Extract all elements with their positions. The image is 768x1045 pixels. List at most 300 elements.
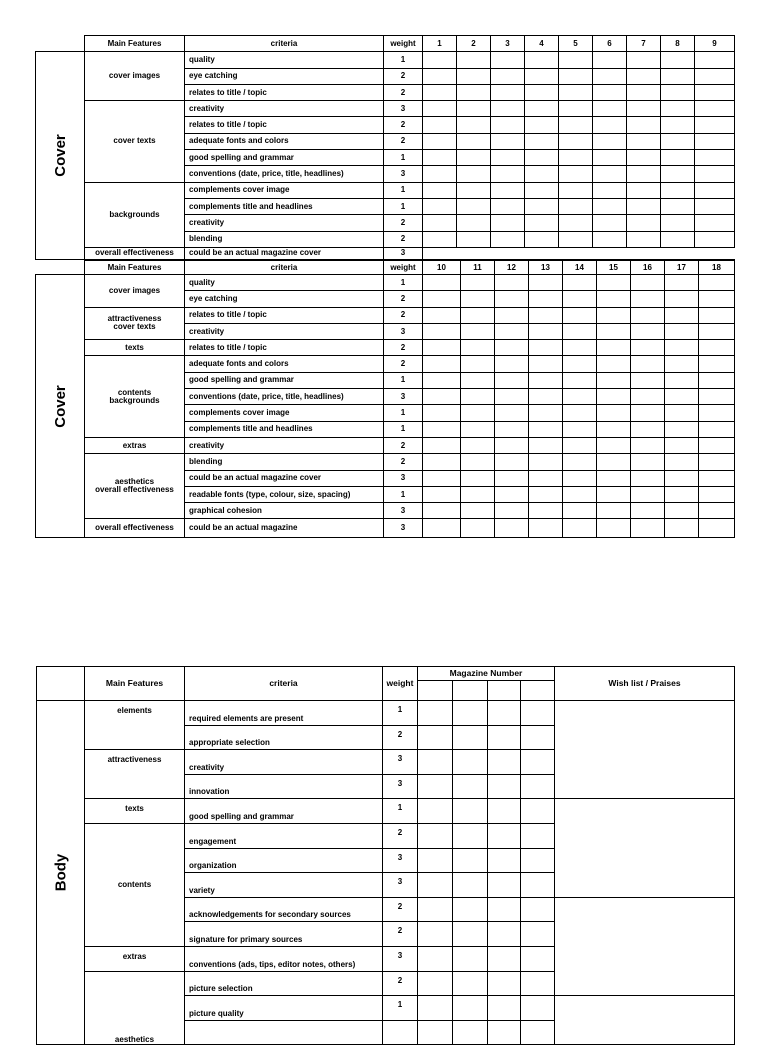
- score-cell[interactable]: [593, 231, 627, 247]
- score-cell[interactable]: [453, 873, 488, 898]
- score-cell[interactable]: [457, 215, 491, 231]
- score-cell[interactable]: [423, 198, 457, 214]
- score-cell[interactable]: [423, 291, 461, 307]
- score-cell[interactable]: [423, 275, 461, 291]
- score-cell[interactable]: [593, 68, 627, 84]
- score-cell[interactable]: [627, 150, 661, 166]
- score-cell[interactable]: [699, 291, 735, 307]
- score-cell[interactable]: [597, 503, 631, 519]
- score-cell[interactable]: [631, 291, 665, 307]
- score-cell[interactable]: [695, 231, 735, 247]
- score-cell[interactable]: [597, 437, 631, 453]
- score-cell[interactable]: [695, 101, 735, 117]
- score-cell[interactable]: [631, 454, 665, 470]
- score-cell[interactable]: [457, 231, 491, 247]
- score-cell[interactable]: [695, 166, 735, 182]
- score-cell[interactable]: [593, 84, 627, 100]
- score-cell[interactable]: [525, 101, 559, 117]
- score-cell[interactable]: [491, 182, 525, 198]
- score-cell[interactable]: [525, 52, 559, 68]
- score-cell[interactable]: [461, 275, 495, 291]
- score-cell[interactable]: [418, 922, 453, 947]
- score-cell[interactable]: [423, 68, 457, 84]
- score-cell[interactable]: [453, 971, 488, 996]
- score-cell[interactable]: [457, 133, 491, 149]
- score-cell[interactable]: [529, 519, 563, 538]
- score-cell[interactable]: [661, 101, 695, 117]
- score-cell[interactable]: [695, 215, 735, 231]
- score-cell[interactable]: [627, 182, 661, 198]
- score-cell[interactable]: [418, 848, 453, 873]
- score-cell[interactable]: [665, 307, 699, 323]
- score-cell[interactable]: [457, 198, 491, 214]
- score-cell[interactable]: [699, 323, 735, 339]
- score-cell[interactable]: [563, 519, 597, 538]
- score-cell[interactable]: [423, 182, 457, 198]
- score-cell[interactable]: [593, 133, 627, 149]
- score-cell[interactable]: [461, 307, 495, 323]
- score-cell[interactable]: [418, 725, 453, 750]
- score-cell[interactable]: [529, 454, 563, 470]
- score-cell[interactable]: [418, 750, 453, 775]
- score-cell[interactable]: [665, 323, 699, 339]
- score-cell[interactable]: [661, 182, 695, 198]
- score-cell[interactable]: [529, 307, 563, 323]
- score-cell[interactable]: [661, 84, 695, 100]
- score-cell[interactable]: [488, 873, 521, 898]
- score-cell[interactable]: [597, 323, 631, 339]
- score-cell[interactable]: [559, 52, 593, 68]
- score-cell[interactable]: [529, 323, 563, 339]
- score-cell[interactable]: [563, 275, 597, 291]
- score-cell[interactable]: [665, 275, 699, 291]
- score-cell[interactable]: [695, 68, 735, 84]
- score-cell[interactable]: [423, 405, 461, 421]
- score-cell[interactable]: [488, 971, 521, 996]
- score-cell[interactable]: [423, 52, 457, 68]
- score-cell[interactable]: [597, 405, 631, 421]
- score-cell[interactable]: [521, 971, 555, 996]
- score-cell[interactable]: [495, 486, 529, 502]
- score-cell[interactable]: [525, 117, 559, 133]
- score-cell[interactable]: [563, 356, 597, 372]
- score-cell[interactable]: [593, 166, 627, 182]
- score-cell[interactable]: [525, 215, 559, 231]
- score-cell[interactable]: [695, 133, 735, 149]
- score-cell[interactable]: [631, 275, 665, 291]
- score-cell[interactable]: [423, 323, 461, 339]
- score-cell[interactable]: [563, 307, 597, 323]
- score-cell[interactable]: [423, 231, 457, 247]
- score-cell[interactable]: [597, 372, 631, 388]
- score-cell[interactable]: [597, 454, 631, 470]
- score-cell[interactable]: [631, 340, 665, 356]
- score-cell[interactable]: [461, 405, 495, 421]
- magazine-number-cell[interactable]: [418, 681, 453, 701]
- score-cell[interactable]: [627, 215, 661, 231]
- score-cell[interactable]: [631, 405, 665, 421]
- score-cell[interactable]: [418, 701, 453, 726]
- score-cell[interactable]: [661, 68, 695, 84]
- score-cell[interactable]: [563, 486, 597, 502]
- score-cell[interactable]: [529, 291, 563, 307]
- score-cell[interactable]: [529, 503, 563, 519]
- score-cell[interactable]: [457, 84, 491, 100]
- score-cell[interactable]: [423, 340, 461, 356]
- score-cell[interactable]: [461, 437, 495, 453]
- score-cell[interactable]: [699, 470, 735, 486]
- score-cell[interactable]: [665, 291, 699, 307]
- score-cell[interactable]: [488, 725, 521, 750]
- score-cell[interactable]: [529, 421, 563, 437]
- score-cell[interactable]: [699, 454, 735, 470]
- score-cell[interactable]: [661, 215, 695, 231]
- score-cell[interactable]: [495, 503, 529, 519]
- magazine-number-cell[interactable]: [488, 681, 521, 701]
- score-cell[interactable]: [631, 372, 665, 388]
- score-cell[interactable]: [457, 150, 491, 166]
- score-cell[interactable]: [495, 307, 529, 323]
- score-cell[interactable]: [699, 340, 735, 356]
- score-cell[interactable]: [563, 454, 597, 470]
- score-cell[interactable]: [418, 971, 453, 996]
- score-cell[interactable]: [529, 275, 563, 291]
- score-cell[interactable]: [491, 52, 525, 68]
- score-cell[interactable]: [453, 922, 488, 947]
- score-cell[interactable]: [563, 503, 597, 519]
- score-cell[interactable]: [661, 150, 695, 166]
- score-cell[interactable]: [665, 356, 699, 372]
- wish-list-cell[interactable]: [555, 701, 735, 799]
- score-cell[interactable]: [559, 150, 593, 166]
- score-cell[interactable]: [695, 52, 735, 68]
- score-cell[interactable]: [593, 215, 627, 231]
- score-cell[interactable]: [559, 215, 593, 231]
- score-cell[interactable]: [563, 340, 597, 356]
- score-cell[interactable]: [457, 166, 491, 182]
- score-cell[interactable]: [695, 84, 735, 100]
- score-cell[interactable]: [491, 198, 525, 214]
- score-cell[interactable]: [461, 389, 495, 405]
- score-cell[interactable]: [631, 486, 665, 502]
- score-cell[interactable]: [525, 198, 559, 214]
- score-cell[interactable]: [627, 52, 661, 68]
- score-cell[interactable]: [423, 166, 457, 182]
- score-cell[interactable]: [597, 340, 631, 356]
- score-cell[interactable]: [525, 84, 559, 100]
- score-cell[interactable]: [559, 68, 593, 84]
- score-cell[interactable]: [665, 437, 699, 453]
- score-cell[interactable]: [597, 470, 631, 486]
- score-cell[interactable]: [418, 897, 453, 922]
- score-cell[interactable]: [665, 340, 699, 356]
- score-cell[interactable]: [488, 750, 521, 775]
- score-cell[interactable]: [597, 519, 631, 538]
- score-cell[interactable]: [488, 823, 521, 848]
- score-cell[interactable]: [631, 421, 665, 437]
- score-cell[interactable]: [627, 84, 661, 100]
- score-cell[interactable]: [488, 701, 521, 726]
- score-cell[interactable]: [495, 437, 529, 453]
- score-cell[interactable]: [423, 133, 457, 149]
- score-cell[interactable]: [563, 323, 597, 339]
- score-cell[interactable]: [495, 291, 529, 307]
- score-cell[interactable]: [631, 437, 665, 453]
- score-cell[interactable]: [597, 291, 631, 307]
- score-cell[interactable]: [699, 486, 735, 502]
- score-cell[interactable]: [418, 799, 453, 824]
- score-cell[interactable]: [418, 873, 453, 898]
- wish-list-cell[interactable]: [555, 897, 735, 995]
- score-cell[interactable]: [559, 117, 593, 133]
- score-cell[interactable]: [593, 117, 627, 133]
- score-cell[interactable]: [529, 389, 563, 405]
- score-cell[interactable]: [521, 823, 555, 848]
- score-cell[interactable]: [521, 799, 555, 824]
- score-cell[interactable]: [699, 275, 735, 291]
- score-cell[interactable]: [665, 405, 699, 421]
- score-cell[interactable]: [627, 231, 661, 247]
- score-cell[interactable]: [495, 421, 529, 437]
- score-cell[interactable]: [423, 307, 461, 323]
- score-cell[interactable]: [521, 873, 555, 898]
- score-cell[interactable]: [559, 133, 593, 149]
- score-cell[interactable]: [423, 389, 461, 405]
- score-cell[interactable]: [418, 823, 453, 848]
- wish-list-cell[interactable]: [555, 799, 735, 897]
- score-cell[interactable]: [453, 848, 488, 873]
- score-cell[interactable]: [488, 897, 521, 922]
- score-cell[interactable]: [423, 503, 461, 519]
- score-cell[interactable]: [457, 52, 491, 68]
- score-cell[interactable]: [423, 84, 457, 100]
- score-cell[interactable]: [661, 52, 695, 68]
- score-cell[interactable]: [491, 68, 525, 84]
- score-cell[interactable]: [699, 503, 735, 519]
- score-cell[interactable]: [559, 182, 593, 198]
- score-cell[interactable]: [521, 750, 555, 775]
- score-cell[interactable]: [699, 421, 735, 437]
- score-cell[interactable]: [461, 340, 495, 356]
- score-cell[interactable]: [423, 356, 461, 372]
- score-cell[interactable]: [627, 166, 661, 182]
- score-cell[interactable]: [631, 470, 665, 486]
- score-cell[interactable]: [495, 389, 529, 405]
- score-cell[interactable]: [699, 307, 735, 323]
- score-cell[interactable]: [495, 275, 529, 291]
- score-cell[interactable]: [627, 133, 661, 149]
- score-cell[interactable]: [453, 750, 488, 775]
- score-cell[interactable]: [593, 101, 627, 117]
- score-cell[interactable]: [453, 823, 488, 848]
- score-cell[interactable]: [525, 231, 559, 247]
- score-cell[interactable]: [563, 405, 597, 421]
- score-cell[interactable]: [563, 421, 597, 437]
- score-cell[interactable]: [665, 519, 699, 538]
- score-cell[interactable]: [597, 421, 631, 437]
- score-cell[interactable]: [495, 340, 529, 356]
- score-cell[interactable]: [495, 372, 529, 388]
- score-cell[interactable]: [631, 323, 665, 339]
- score-cell[interactable]: [529, 340, 563, 356]
- score-cell[interactable]: [461, 470, 495, 486]
- score-cell[interactable]: [488, 996, 521, 1021]
- score-cell[interactable]: [695, 150, 735, 166]
- score-cell[interactable]: [661, 117, 695, 133]
- score-cell[interactable]: [521, 725, 555, 750]
- score-cell[interactable]: [593, 150, 627, 166]
- score-cell[interactable]: [423, 117, 457, 133]
- score-cell[interactable]: [418, 946, 453, 971]
- score-cell[interactable]: [631, 307, 665, 323]
- score-cell[interactable]: [491, 84, 525, 100]
- score-cell[interactable]: [631, 389, 665, 405]
- score-cell[interactable]: [665, 421, 699, 437]
- score-cell[interactable]: [661, 133, 695, 149]
- score-cell[interactable]: [699, 372, 735, 388]
- score-cell[interactable]: [453, 946, 488, 971]
- score-cell[interactable]: [597, 389, 631, 405]
- score-cell[interactable]: [661, 231, 695, 247]
- score-cell[interactable]: [665, 503, 699, 519]
- score-cell[interactable]: [491, 166, 525, 182]
- score-cell[interactable]: [457, 182, 491, 198]
- score-cell[interactable]: [627, 117, 661, 133]
- score-cell[interactable]: [529, 437, 563, 453]
- score-cell[interactable]: [457, 101, 491, 117]
- score-cell[interactable]: [461, 291, 495, 307]
- score-cell[interactable]: [491, 150, 525, 166]
- score-cell[interactable]: [559, 101, 593, 117]
- score-cell[interactable]: [461, 486, 495, 502]
- score-cell[interactable]: [529, 486, 563, 502]
- score-cell[interactable]: [488, 774, 521, 799]
- score-cell[interactable]: [597, 356, 631, 372]
- score-cell[interactable]: [423, 101, 457, 117]
- score-cell[interactable]: [521, 946, 555, 971]
- score-cell[interactable]: [627, 198, 661, 214]
- score-cell[interactable]: [665, 470, 699, 486]
- score-cell[interactable]: [529, 470, 563, 486]
- score-cell[interactable]: [491, 117, 525, 133]
- score-cell[interactable]: [418, 996, 453, 1021]
- score-cell[interactable]: [488, 922, 521, 947]
- score-cell[interactable]: [597, 307, 631, 323]
- score-cell[interactable]: [627, 101, 661, 117]
- score-cell[interactable]: [699, 519, 735, 538]
- score-cell[interactable]: [495, 519, 529, 538]
- wish-list-cell[interactable]: [555, 996, 735, 1045]
- score-cell[interactable]: [563, 470, 597, 486]
- score-cell[interactable]: [491, 133, 525, 149]
- score-cell[interactable]: [699, 356, 735, 372]
- score-cell[interactable]: [665, 372, 699, 388]
- score-cell[interactable]: [521, 774, 555, 799]
- score-cell[interactable]: [593, 182, 627, 198]
- score-cell[interactable]: [423, 421, 461, 437]
- score-cell[interactable]: [461, 421, 495, 437]
- score-cell[interactable]: [525, 68, 559, 84]
- score-cell[interactable]: [461, 519, 495, 538]
- score-cell[interactable]: [695, 198, 735, 214]
- score-cell[interactable]: [563, 291, 597, 307]
- score-cell[interactable]: [453, 799, 488, 824]
- score-cell[interactable]: [521, 848, 555, 873]
- score-cell[interactable]: [461, 356, 495, 372]
- score-cell[interactable]: [559, 198, 593, 214]
- score-cell[interactable]: [661, 166, 695, 182]
- score-cell[interactable]: [423, 215, 457, 231]
- score-cell[interactable]: [495, 454, 529, 470]
- score-cell[interactable]: [661, 198, 695, 214]
- score-cell[interactable]: [559, 84, 593, 100]
- score-cell[interactable]: [423, 486, 461, 502]
- score-cell[interactable]: [695, 182, 735, 198]
- score-cell[interactable]: [495, 323, 529, 339]
- score-cell[interactable]: [521, 922, 555, 947]
- magazine-number-cell[interactable]: [521, 681, 555, 701]
- score-cell[interactable]: [453, 725, 488, 750]
- score-cell[interactable]: [491, 231, 525, 247]
- score-cell[interactable]: [597, 486, 631, 502]
- score-cell[interactable]: [457, 68, 491, 84]
- score-cell[interactable]: [525, 150, 559, 166]
- score-cell[interactable]: [593, 198, 627, 214]
- score-cell[interactable]: [559, 231, 593, 247]
- score-cell[interactable]: [453, 701, 488, 726]
- score-cell[interactable]: [495, 405, 529, 421]
- score-cell[interactable]: [423, 372, 461, 388]
- score-cell[interactable]: [423, 519, 461, 538]
- score-cell[interactable]: [491, 215, 525, 231]
- score-cell[interactable]: [699, 437, 735, 453]
- score-cell[interactable]: [665, 454, 699, 470]
- score-cell[interactable]: [563, 372, 597, 388]
- score-cell[interactable]: [521, 996, 555, 1021]
- score-cell[interactable]: [488, 848, 521, 873]
- score-cell[interactable]: [488, 799, 521, 824]
- score-cell[interactable]: [699, 389, 735, 405]
- score-cell[interactable]: [529, 372, 563, 388]
- score-cell[interactable]: [423, 470, 461, 486]
- score-cell[interactable]: [529, 356, 563, 372]
- score-cell[interactable]: [563, 437, 597, 453]
- score-cell[interactable]: [695, 117, 735, 133]
- score-cell[interactable]: [521, 701, 555, 726]
- score-cell[interactable]: [461, 503, 495, 519]
- score-cell[interactable]: [461, 454, 495, 470]
- score-cell[interactable]: [461, 323, 495, 339]
- score-cell[interactable]: [559, 166, 593, 182]
- score-cell[interactable]: [665, 486, 699, 502]
- score-cell[interactable]: [457, 117, 491, 133]
- score-cell[interactable]: [631, 356, 665, 372]
- score-cell[interactable]: [525, 182, 559, 198]
- magazine-number-cell[interactable]: [453, 681, 488, 701]
- score-cell[interactable]: [699, 405, 735, 421]
- score-cell[interactable]: [491, 101, 525, 117]
- score-cell[interactable]: [525, 133, 559, 149]
- score-cell[interactable]: [563, 389, 597, 405]
- score-cell[interactable]: [423, 150, 457, 166]
- score-cell[interactable]: [627, 68, 661, 84]
- score-cell[interactable]: [453, 774, 488, 799]
- score-cell[interactable]: [423, 437, 461, 453]
- score-cell[interactable]: [423, 454, 461, 470]
- score-cell[interactable]: [665, 389, 699, 405]
- score-cell[interactable]: [418, 774, 453, 799]
- score-cell[interactable]: [453, 897, 488, 922]
